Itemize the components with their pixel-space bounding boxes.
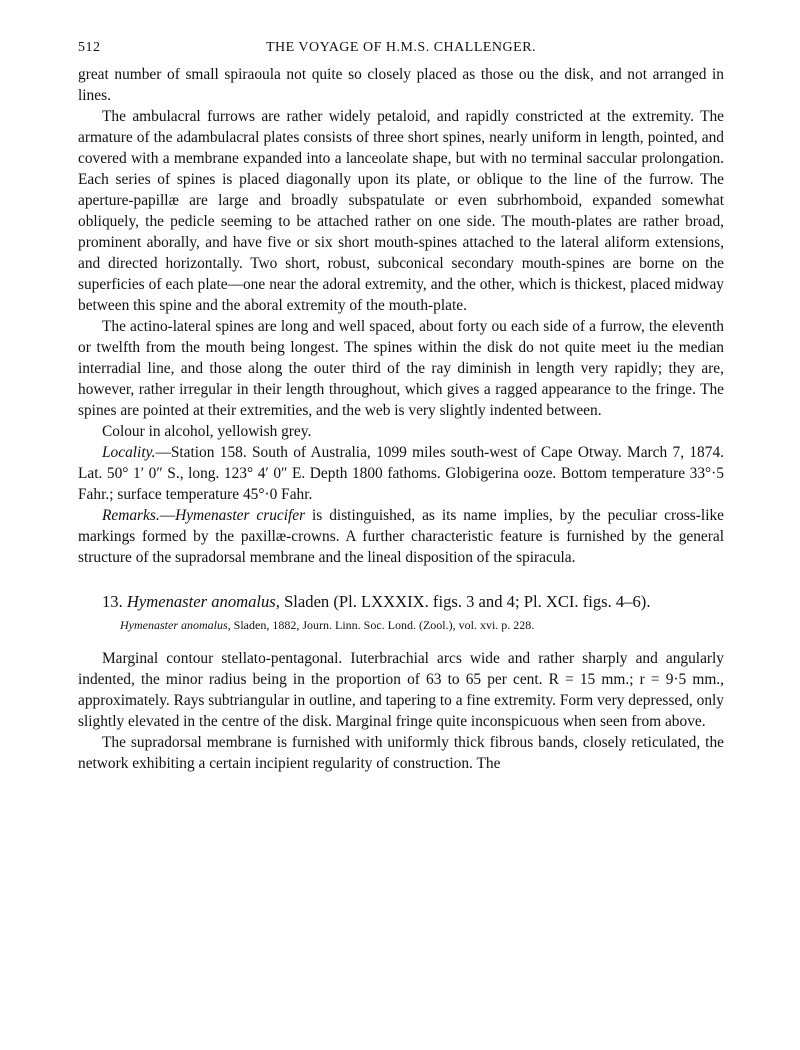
synonymy-line	[78, 616, 724, 634]
locality-label: Locality.	[102, 444, 156, 461]
locality-text: —Station 158. South of Australia, 1099 miles south-west of Cape Otway. March 7, 1874. Lat. 50° 1′ 0″ S., long. 123° 4′ 0″ E. Depth 1800 fathoms. Globigerina ooze. Bottom temperature 33°·5 Fahr.; surface temperature 45°·0 Fahr.	[78, 444, 724, 503]
paragraph-marginal-contour: Marginal contour stellato-pentagonal. Iuterbrachial arcs wide and rather sharply and angularly indented, the minor radius being in the proportion of 63 to 65 per cent. R = 15 mm.; r = 9·5 mm., approximately. Rays subtriangular in outline, and tapering to a fine extremity. Form very depressed, only slightly elevated in the centre of the disk. Marginal fringe quite inconspicuous when seen from above.	[78, 650, 724, 730]
paragraph-actino-lateral: The actino-lateral spines are long and well spaced, about forty ou each side of a furrow, the eleventh or twelfth from the mouth being longest. The spines within the disk do not quite meet iu the median interradial line, and those along the outer third of the ray diminish in length very rapidly; they are, however, rather irregular in their length throughout, which gives a ragged appearance to the fringe. The spines are pointed at their extremities, and the web is very slightly indented between.	[78, 318, 724, 419]
synonymy-text: , Sladen, 1882, Journ. Linn. Soc. Lond. (Zool.), vol. xvi. p. 228.	[227, 618, 535, 632]
section-number: 13.	[102, 592, 127, 611]
paragraph-ambulacral: The ambulacral furrows are rather widely petaloid, and rapidly constricted at the extremity. The armature of the adambulacral plates consists of three short spines, nearly uniform in length, pointed, and covered with a membrane expanded into a lanceolate shape, but with no terminal saccular prolongation. Each series of spines is placed diagonally upon its plate, or oblique to the line of the furrow. The aperture-papillæ are large and broadly subspatulate or even subrhomboid, expanded somewhat obliquely, the pedicle seeming to be attached rather on one side. The mouth-plates are rather broad, prominent aborally, and have five or six short mouth-spines attached to the lateral aliform extensions, and directed horizontally. Two short, robust, subconical secondary mouth-spines are borne on the superficies of each plate—one near the adoral extremity, and the other, which is thickest, placed midway between this spine and the aboral extremity of the mouth-plate.	[78, 108, 724, 314]
running-title: THE VOYAGE OF H.M.S. CHALLENGER.	[265, 40, 537, 55]
remarks-text: is distinguished, as its name implies, by the peculiar cross-like markings formed by the paxillæ-crowns. A further characteristic feature is furnished by the general structure of the supradorsal membrane and the lineal disposition of the spiracula.	[78, 507, 724, 566]
remarks-species: Hymenaster crucifer	[175, 507, 306, 524]
paragraph-supradorsal: The supradorsal membrane is furnished with uniformly thick fibrous bands, closely reticulated, the network exhibiting a certain incipient regularity of construction. The	[78, 734, 724, 772]
section-species: Hymenaster anomalus	[126, 592, 276, 611]
document-page	[78, 40, 724, 774]
remarks-dash: —	[159, 507, 176, 524]
paragraph-colour: Colour in alcohol, yellowish grey.	[102, 423, 312, 440]
page-number: 512	[78, 40, 101, 55]
paragraph-locality	[78, 442, 724, 505]
remarks-label: Remarks.	[102, 507, 160, 524]
section-authority: , Sladen (Pl. LXXXIX. figs. 3 and 4; Pl. XCI. figs. 4–6).	[275, 592, 651, 611]
synonymy-species: Hymenaster anomalus	[120, 618, 228, 632]
body-text	[78, 64, 724, 774]
paragraph-continuation: great number of small spiraoula not quite so closely placed as those ou the disk, and not arranged in lines.	[78, 66, 724, 104]
section-heading	[78, 590, 724, 614]
running-header	[78, 40, 724, 64]
paragraph-remarks	[78, 505, 724, 568]
